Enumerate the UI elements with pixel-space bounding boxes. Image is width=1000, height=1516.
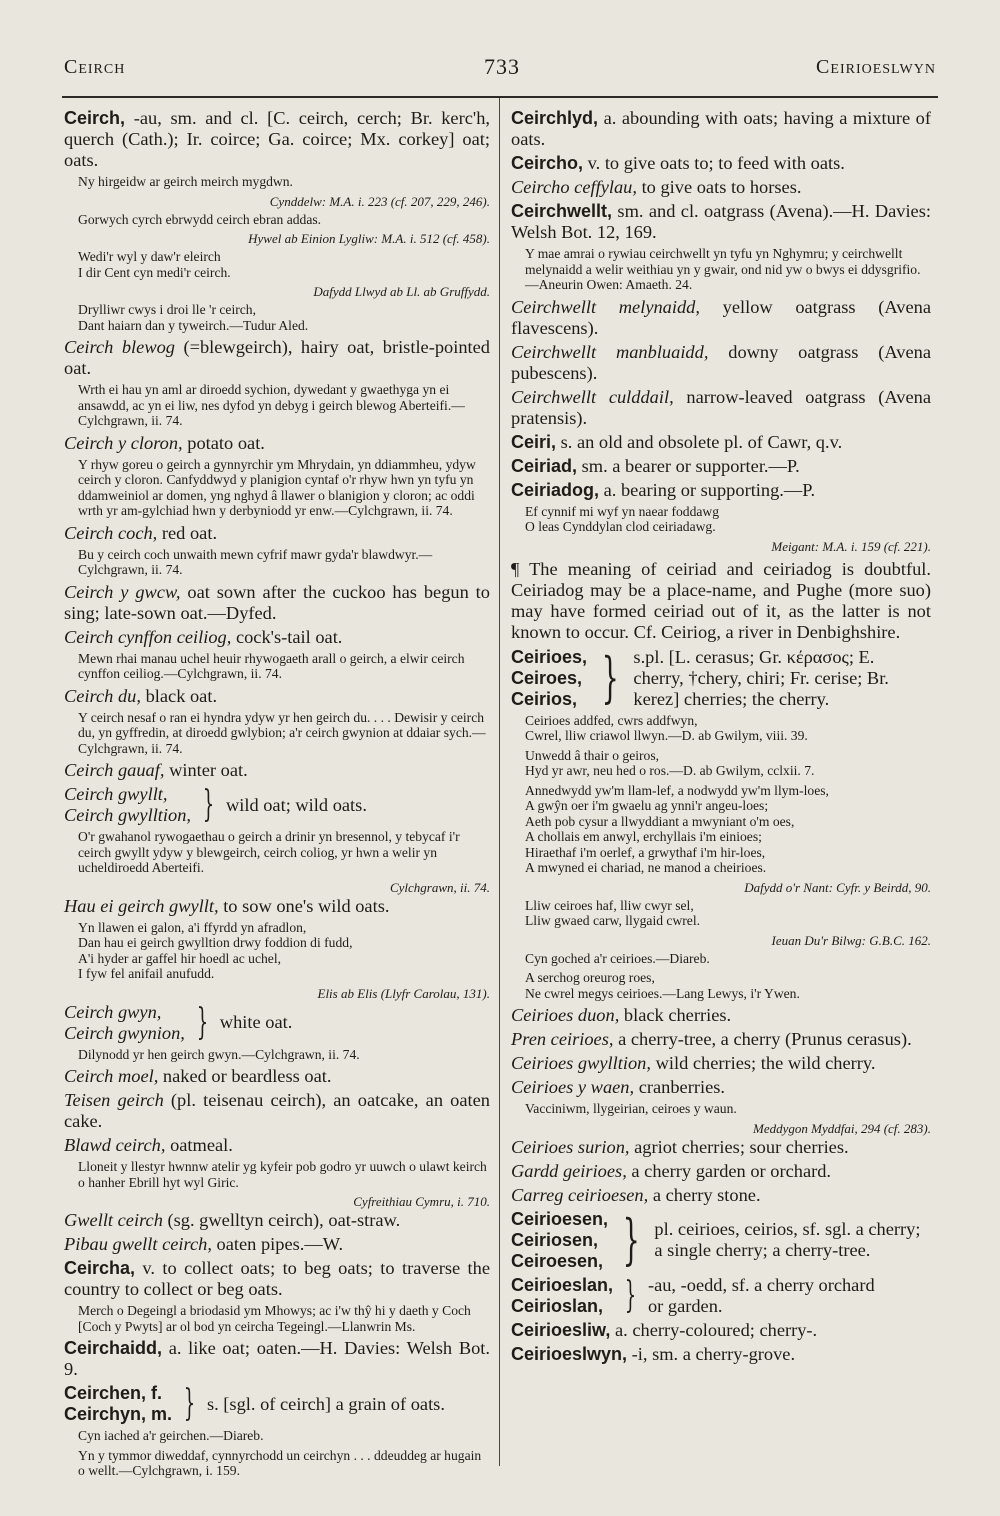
running-head-left: Ceirch xyxy=(64,56,126,78)
definition: cranberries. xyxy=(634,1077,725,1097)
quotation: Vacciniwm, llygeirian, ceiroes y waun. xyxy=(525,1101,737,1116)
quotation xyxy=(525,783,931,876)
quotation xyxy=(78,302,490,333)
phrase: Ceirch gwylltion, xyxy=(64,805,192,825)
definition: cock's-tail oat. xyxy=(231,626,343,647)
entry-blawd-ceirch xyxy=(64,1135,490,1156)
definition: -i, sm. a cherry-grove. xyxy=(627,1343,796,1364)
left-column xyxy=(64,108,490,1483)
headword: Ceirioslan, xyxy=(511,1295,604,1316)
quote-line: A'i hyder ar gaffel hir hoedl ac uchel, xyxy=(78,950,281,966)
quote-line: I dir Cent cyn medi'r ceirch. xyxy=(78,264,231,280)
brace-definition xyxy=(648,1275,875,1317)
definition: black cherries. xyxy=(619,1005,732,1025)
running-head xyxy=(64,52,936,84)
entry-ceirch-blewog xyxy=(64,337,490,379)
entry-ceirch-gwyllt xyxy=(64,784,490,826)
definition: potato oat. xyxy=(182,432,265,453)
phrase: Gardd geirioes, xyxy=(511,1160,627,1181)
entry-ceircho xyxy=(511,153,931,174)
quotation xyxy=(525,504,931,535)
entry-teisen-geirch xyxy=(64,1090,490,1132)
definition-line: pl. ceirioes, ceirios, sf. sgl. a cherry; xyxy=(654,1219,921,1239)
quotation: Bu y ceirch coch unwaith mewn cyfrif mawr gyda'r blawdwyr.—Cylchgrawn, ii. 74. xyxy=(78,546,433,577)
headword: Ceiriosen, xyxy=(511,1229,599,1250)
definition: black oat. xyxy=(140,685,218,706)
headword: Ceirioeslan, xyxy=(511,1274,614,1295)
quote-line: Annedwydd yw'm llam-lef, a nodwydd yw'm llym-loes, xyxy=(525,782,829,798)
entry-ceirioesliw xyxy=(511,1320,931,1341)
citation: Hywel ab Einion Lygliw: M.A. i. 512 (cf. 458). xyxy=(248,231,490,246)
definition: a cherry-tree, a cherry (Prunus cerasus). xyxy=(613,1029,912,1049)
entry-ceirioes-gwylltion xyxy=(511,1053,931,1074)
quote-line: Wedi'r wyl y daw'r eleirch xyxy=(78,249,221,264)
phrase: Hau ei geirch gwyllt, xyxy=(64,895,219,916)
quote-line: Lliw ceiroes haf, lliw cwyr sel, xyxy=(525,897,694,913)
entry-ceirioes xyxy=(511,647,931,710)
quote-line: Cwrel, lliw criawol llwyn.—D. ab Gwilym, viii. 39. xyxy=(525,728,808,743)
phrase: Ceirchwellt melynaidd, xyxy=(511,296,700,317)
headword: Ceiroesen, xyxy=(511,1250,604,1271)
phrase: Teisen geirch xyxy=(64,1090,164,1110)
quotation xyxy=(78,920,490,982)
quotation xyxy=(525,713,931,744)
citation: Elis ab Elis (Llyfr Carolau, 131). xyxy=(317,985,490,1001)
phrase: Ceirch blewog xyxy=(64,337,175,357)
definition: (sg. gwelltyn ceirch), oat-straw. xyxy=(162,1210,401,1230)
definition: s. an old and obsolete pl. of Cawr, q.v. xyxy=(556,431,843,452)
entry-carreg-ceirioesen xyxy=(511,1185,931,1206)
brace-glyph: } xyxy=(622,1208,640,1271)
headword: Ceirchen, f. xyxy=(64,1383,163,1403)
citation: Dafydd Llwyd ab Ll. ab Gruffydd. xyxy=(313,284,490,299)
entry-ceirioes-surion xyxy=(511,1137,931,1158)
brace-words xyxy=(511,647,587,710)
headword: Ceiri, xyxy=(511,431,557,452)
phrase: Ceirchwellt culddail, xyxy=(511,386,674,407)
quotation: Y ceirch nesaf o ran ei hyndra ydyw yr hen geirch du. . . . Dewisir y ceirch du, yn gyffredin, at diroedd gwlybion; a'r ceirch gwynion at ddaiar sych.—Cylchgrawn, ii. 74. xyxy=(78,709,486,756)
citation: Dafydd o'r Nant: Cyfr. y Beirdd, 90. xyxy=(744,879,931,895)
phrase: Blawd ceirch, xyxy=(64,1135,166,1155)
entry-ceiriad xyxy=(511,456,931,477)
quote-line: Yn llawen ei galon, a'i ffyrdd yn afradlon, xyxy=(78,919,307,935)
quotation: Merch o Degeingl a briodasid ym Mhowys; ac i'w thŷ hi y daeth y Coch [Coch y Pwyts] ar ol bod yn ceircha Tegeingl.—Llanwrin Ms. xyxy=(78,1303,471,1334)
entry-ceiriadog xyxy=(511,480,931,501)
headword: Ceiroes, xyxy=(511,667,583,688)
headword: Ceirioesen, xyxy=(511,1208,609,1229)
quote-line: Lliw gwaed carw, llygaid cwrel. xyxy=(525,913,701,928)
entry-ceirch-gauaf xyxy=(64,760,490,781)
phrase: Pibau gwellt ceirch, xyxy=(64,1234,212,1254)
quotation: Y mae amrai o rywiau ceirchwellt yn tyfu yn Nghymru; y ceirchwellt melynaidd a welir weithiau yn y gwair, ond nid yw o bwys ei ddysgrifio.—Aneurin Owen: Amaeth. 24. xyxy=(525,246,921,292)
definition: winter oat. xyxy=(164,760,248,780)
brace-glyph: } xyxy=(196,1001,209,1043)
entry-ceirch xyxy=(64,108,490,171)
definition: narrow-leaved oatgrass (Avena pratensis). xyxy=(511,386,931,428)
entry-ceirch-coch xyxy=(64,523,490,544)
quote-line: Hiraethaf i'm oerlef, a grwythaf i'm hir-loes, xyxy=(525,844,766,860)
definition: a. like oat; oaten.—H. Davies: Welsh Bot. 9. xyxy=(64,1338,490,1379)
definition: a. bearing or supporting.—P. xyxy=(599,479,816,500)
entry-ceirioeslwyn xyxy=(511,1344,931,1365)
definition: to give oats to horses. xyxy=(636,177,802,197)
editorial-note: ¶ The meaning of ceiriad and ceiriadog is doubtful. Ceiriadog may be a place-name, and Pughe (more suo) may have formed ceiriad out of it, as the latter is not known to occur. Cf. Ceiriog, a river in Denbighshire. xyxy=(511,558,931,642)
entry-pibau-gwellt-ceirch xyxy=(64,1234,490,1255)
entry-ceirch-du xyxy=(64,686,490,707)
definition: (pl. teisenau ceirch), an oatcake, an oaten cake. xyxy=(64,1090,490,1131)
entry-ceirch-cynffon-ceiliog xyxy=(64,627,490,648)
definition: sm. and cl. oatgrass (Avena).—H. Davies: Welsh Bot. 12, 169. xyxy=(511,201,931,242)
brace-words xyxy=(64,1383,172,1425)
entry-ceirchwellt xyxy=(511,201,931,243)
quotation: Y rhyw goreu o geirch a gynnyrchir ym Mhrydain, yn ddiammheu, ydyw ceirch y cloron. Canfyddwyd y planigion cyntaf o'r rhyw hwn yn tyfu yn ddamweiniol ar domen, yng nghyd â llawer o blanigion y cloron; ac oddi wrth yr am-gylchiad hwn y derbyniodd yr enw.—Cylchgrawn, ii. 74. xyxy=(78,456,476,518)
quote-line: I fyw fel anifail anufudd. xyxy=(78,966,215,981)
brace-words xyxy=(64,1002,185,1044)
quotation xyxy=(78,249,490,280)
quote-line: Hyd yr awr, neu hed o ros.—D. ab Gwilym, cclxii. 7. xyxy=(525,763,815,778)
phrase: Ceirchwellt manbluaidd, xyxy=(511,341,709,362)
phrase: Gwellt ceirch xyxy=(64,1210,163,1230)
entry-ceiri xyxy=(511,432,931,453)
quotation: O'r gwahanol rywogaethau o geirch a drinir yn bresennol, y tebycaf i'r ceirch gwyllt ydyw y blewgeirch, ceirch coliog, yr hwn a welir yn ucheldiroedd Aberteifi. xyxy=(78,829,460,875)
quote-line: Dan hau ei geirch gwylltion drwy foddion di fudd, xyxy=(78,935,353,950)
definition: a. cherry-coloured; cherry-. xyxy=(610,1319,818,1340)
phrase: Ceirch moel, xyxy=(64,1066,159,1086)
column-divider xyxy=(499,98,500,1466)
entry-ceirchwellt-melynaidd xyxy=(511,297,931,339)
quotation: Wrth ei hau yn aml ar diroedd sychion, dywedant y gwaethyga yn ei ansawdd, ac yn ei liw, nes dyfod yn debyg i geirch blewog Aberteifi.—Cylchgrawn, ii. 74. xyxy=(78,382,465,428)
definition: a cherry garden or orchard. xyxy=(626,1160,832,1181)
definition-line: a single cherry; a cherry-tree. xyxy=(654,1240,871,1260)
entry-ceirioesen xyxy=(511,1209,931,1272)
brace-glyph: } xyxy=(624,1274,637,1316)
quotation: Lloneit y llestyr hwnnw atelir yg kyfeir pob godro yr uuwch o ulawt keirch o hanher Ebrill hyt wyl Giric. xyxy=(78,1159,487,1190)
quote-line: Dant haiarn dan y tyweirch.—Tudur Aled. xyxy=(78,317,309,333)
definition: wild oat; wild oats. xyxy=(225,794,367,815)
headword: Ceirchaidd, xyxy=(64,1338,163,1358)
quote-line: Aeth pob cysur a llwyddiant a mwyniant o'm oes, xyxy=(525,813,795,829)
entry-ceirioeslan xyxy=(511,1275,931,1317)
headword: Ceirchyn, m. xyxy=(64,1404,173,1424)
quotation: Cyn goched a'r ceirioes.—Diareb. xyxy=(525,950,710,966)
definition: v. to give oats to; to feed with oats. xyxy=(583,153,845,173)
headword: Ceirioes, xyxy=(511,646,588,667)
phrase: Ceircho ceffylau, xyxy=(511,177,637,197)
quote-line: A mwyned ei chariad, ne manod a cheirioes. xyxy=(525,860,767,875)
quotation xyxy=(525,748,931,779)
citation: Meddygon Myddfai, 294 (cf. 283). xyxy=(753,1120,931,1136)
headword: Ceircha, xyxy=(64,1258,136,1278)
entry-gardd-geirioes xyxy=(511,1161,931,1182)
entry-ceirchen xyxy=(64,1383,490,1425)
definition: yellow oatgrass (Avena flavescens). xyxy=(511,296,931,338)
right-column xyxy=(511,108,931,1368)
phrase: Ceirioes surion, xyxy=(511,1136,630,1157)
entry-ceirioes-duon xyxy=(511,1005,931,1026)
brace-definition xyxy=(654,1219,920,1261)
phrase: Carreg ceirioesen, xyxy=(511,1184,649,1205)
phrase: Ceirch gwyn, xyxy=(64,1001,162,1022)
quote-line: A chollais em anwyl, erchyllais i'm einioes; xyxy=(525,829,762,844)
entry-hau-ei-geirch xyxy=(64,896,490,917)
phrase: Pren ceirioes, xyxy=(511,1029,614,1049)
quote-line: A gwŷn oer i'm gwaelu ag ynni'r angeu-loes; xyxy=(525,798,769,813)
header-rule xyxy=(62,96,938,98)
page-number: 733 xyxy=(484,54,520,79)
definition: s. [sgl. of ceirch] a grain of oats. xyxy=(206,1393,445,1414)
headword: Ceirioeslwyn, xyxy=(511,1343,628,1364)
headword: Ceirchwellt, xyxy=(511,201,613,221)
definition: a cherry stone. xyxy=(648,1184,761,1205)
phrase: Ceirch cynffon ceiliog, xyxy=(64,626,232,647)
phrase: Ceirch coch, xyxy=(64,522,158,543)
definition: (=blewgeirch), hairy oat, bristle-pointed oat. xyxy=(64,337,491,378)
phrase: Ceirioes gwylltion, xyxy=(511,1053,651,1073)
headword: Ceirch, xyxy=(64,108,126,128)
quotation: Dilynodd yr hen geirch gwyn.—Cylchgrawn, ii. 74. xyxy=(78,1046,360,1062)
quotation: Mewn rhai manau uchel heuir rhywogaeth arall o geirch, a elwir ceirch cynffon ceiliog.—Cylchgrawn, ii. 74. xyxy=(78,650,465,681)
headword: Ceirioesliw, xyxy=(511,1319,611,1340)
quote-line: Ne cwrel megys ceirioes.—Lang Lewys, i'r Ywen. xyxy=(525,985,800,1001)
quotation: Gorwych cyrch ebrwydd ceirch ebran addas. xyxy=(78,211,322,227)
phrase: Ceirioes duon, xyxy=(511,1005,620,1025)
entry-ceircho-ceffylau xyxy=(511,177,931,198)
entry-gwellt-ceirch xyxy=(64,1210,490,1231)
entry-ceirchwellt-manbluaidd xyxy=(511,342,931,384)
quote-line: Ceirioes addfed, cwrs addfwyn, xyxy=(525,712,698,728)
definition: oatmeal. xyxy=(165,1135,233,1155)
entry-ceirch-moel xyxy=(64,1066,490,1087)
definition: wild cherries; the wild cherry. xyxy=(650,1053,876,1073)
brace-glyph: } xyxy=(183,1383,196,1424)
definition: agriot cherries; sour cherries. xyxy=(629,1136,849,1157)
definition-line: -au, -oedd, sf. a cherry orchard xyxy=(647,1274,875,1295)
brace-glyph: } xyxy=(202,784,215,825)
brace-words xyxy=(511,1209,608,1272)
entry-ceirch-gwyn xyxy=(64,1002,490,1044)
definition: oat sown after the cuckoo has begun to sing; late-sown oat.—Dyfed. xyxy=(64,581,490,623)
definition: red oat. xyxy=(157,522,218,543)
citation: Meigant: M.A. i. 159 (cf. 221). xyxy=(771,538,931,554)
definition: -au, sm. and cl. [C. ceirch, cerch; Br. kerc'h, querch (Cath.); Ir. coirce; Ga. coirce; Mx. corkey] oat; oats. xyxy=(64,108,490,170)
entry-pren-ceirioes xyxy=(511,1029,931,1050)
entry-ceirchlyd xyxy=(511,108,931,150)
citation: Ieuan Du'r Bilwg: G.B.C. 162. xyxy=(771,932,931,948)
definition: a. abounding with oats; having a mixture of oats. xyxy=(511,108,931,149)
entry-ceirch-y-gwcw xyxy=(64,582,490,624)
quote-line: Drylliwr cwys i droi lle 'r ceirch, xyxy=(78,302,256,317)
headword: Ceirchlyd, xyxy=(511,108,599,128)
entry-ceircha xyxy=(64,1258,490,1300)
entry-ceirioes-y-waen xyxy=(511,1077,931,1098)
quotation xyxy=(525,970,931,1001)
citation: Cylchgrawn, ii. 74. xyxy=(389,879,490,895)
definition-line: s.pl. [L. cerasus; Gr. κέρασος; E. xyxy=(633,646,875,667)
headword: Ceirios, xyxy=(511,688,578,709)
quotation: Ny hirgeidw ar geirch meirch mygdwn. xyxy=(78,174,293,189)
phrase: Ceirch gwyllt, xyxy=(64,784,168,804)
definition-line: cherry, †chery, chiri; Fr. cerise; Br. xyxy=(633,667,889,688)
phrase: Ceirch du, xyxy=(64,685,141,706)
definition-line: kerez] cherries; the cherry. xyxy=(633,688,830,709)
brace-words xyxy=(511,1275,613,1317)
definition-line: or garden. xyxy=(647,1295,723,1316)
quotation: Yn y tymmor diweddaf, cynnyrchodd un ceirchyn . . . ddeuddeg ar hugain o wellt.—Cylchgrawn, i. 159. xyxy=(78,1447,482,1478)
quotation xyxy=(525,898,931,929)
definition: sm. a bearer or supporter.—P. xyxy=(577,455,800,476)
brace-glyph: } xyxy=(601,646,619,709)
phrase: Ceirioes y waen, xyxy=(511,1077,635,1097)
definition: oaten pipes.—W. xyxy=(211,1234,344,1254)
headword: Ceircho, xyxy=(511,153,584,173)
brace-words xyxy=(64,784,191,826)
quote-line: Unwedd â thair o geiros, xyxy=(525,747,660,763)
phrase: Ceirch gauaf, xyxy=(64,760,165,780)
headword: Ceiriadog, xyxy=(511,479,600,500)
definition: naked or beardless oat. xyxy=(158,1066,332,1086)
entry-ceirchaidd xyxy=(64,1338,490,1380)
definition: downy oatgrass (Avena pubescens). xyxy=(511,341,931,383)
headword: Ceiriad, xyxy=(511,455,578,476)
quote-line: O leas Cynddylan clod ceiriadawg. xyxy=(525,519,716,534)
quote-line: Ef cynnif mi wyf yn naear foddawg xyxy=(525,503,720,519)
phrase: Ceirch y cloron, xyxy=(64,432,183,453)
citation: Cynddelw: M.A. i. 223 (cf. 207, 229, 246). xyxy=(269,193,490,209)
brace-definition xyxy=(633,647,889,710)
quote-line: A serchog oreurog roes, xyxy=(525,970,655,985)
definition: to sow one's wild oats. xyxy=(218,895,390,916)
phrase: Ceirch y gwcw, xyxy=(64,581,181,602)
phrase: Ceirch gwynion, xyxy=(64,1022,185,1043)
definition: v. to collect oats; to beg oats; to traverse the country to collect or beg oats. xyxy=(64,1258,490,1299)
quotation: Cyn iached a'r geirchen.—Diareb. xyxy=(78,1428,264,1443)
entry-ceirch-y-cloron xyxy=(64,433,490,454)
entry-ceirchwellt-culddail xyxy=(511,387,931,429)
citation: Cyfreithiau Cymru, i. 710. xyxy=(353,1194,490,1209)
running-head-right: Ceirioeslwyn xyxy=(816,56,936,78)
definition: white oat. xyxy=(219,1012,293,1032)
